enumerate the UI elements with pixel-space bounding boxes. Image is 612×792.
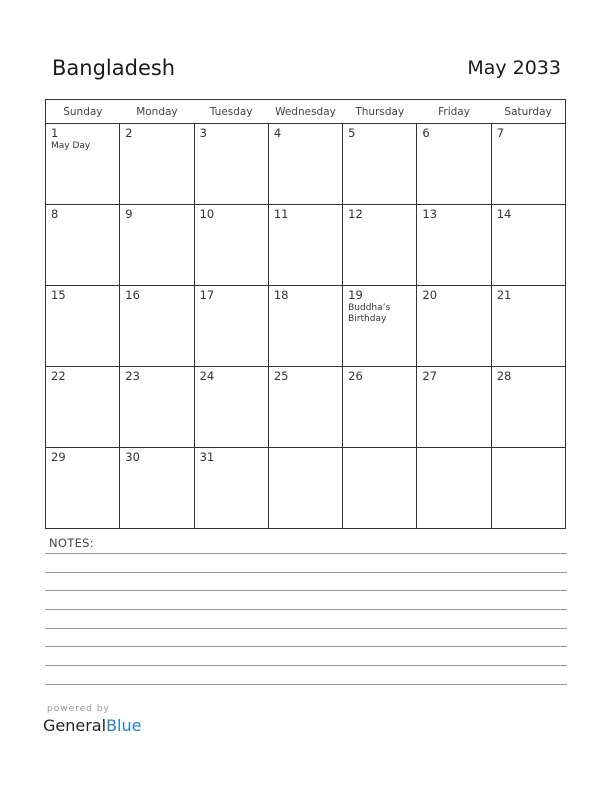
day-cell <box>343 124 417 205</box>
day-cell <box>194 448 268 529</box>
day-number: 14 <box>496 207 512 221</box>
day-cell <box>46 448 120 529</box>
day-number: 12 <box>348 207 363 221</box>
day-number: 18 <box>273 288 289 302</box>
day-cell <box>491 205 565 286</box>
day-cell <box>268 367 342 448</box>
day-number: 10 <box>199 207 215 221</box>
holiday-label: Buddha’s Birthday <box>348 303 391 324</box>
day-number: 11 <box>273 207 289 221</box>
notes-line <box>45 609 567 610</box>
day-cell <box>120 367 194 448</box>
day-cell <box>120 286 194 367</box>
weekday-monday: Monday <box>120 100 194 124</box>
day-cell <box>46 286 120 367</box>
day-cell <box>343 286 417 367</box>
day-number: 6 <box>422 126 430 140</box>
weekday-wednesday: Wednesday <box>268 100 342 124</box>
day-cell <box>491 367 565 448</box>
day-cell <box>491 286 565 367</box>
day-number: 30 <box>125 450 140 464</box>
day-number: 31 <box>199 450 215 464</box>
brand-blue: Blue <box>106 716 142 735</box>
day-cell <box>268 124 342 205</box>
notes-line <box>45 572 567 573</box>
day-cell <box>417 205 491 286</box>
week-row <box>46 367 566 448</box>
day-cell <box>194 286 268 367</box>
day-number: 8 <box>51 207 59 221</box>
day-cell <box>417 367 491 448</box>
generalblue-logo <box>43 716 141 735</box>
day-cell <box>268 286 342 367</box>
day-cell <box>120 124 194 205</box>
notes-label: NOTES: <box>49 536 94 550</box>
day-cell <box>491 124 565 205</box>
day-number: 20 <box>422 288 438 302</box>
day-cell <box>194 205 268 286</box>
notes-line <box>45 590 567 591</box>
powered-by-text: powered by <box>47 704 110 714</box>
weekday-friday: Friday <box>417 100 491 124</box>
week-row <box>46 205 566 286</box>
day-cell-empty <box>343 448 417 529</box>
weekday-tuesday: Tuesday <box>194 100 268 124</box>
day-number: 28 <box>496 369 512 383</box>
day-number: 13 <box>422 207 438 221</box>
day-number: 29 <box>51 450 66 464</box>
brand-general: General <box>43 716 107 735</box>
day-cell <box>120 448 194 529</box>
week-row <box>46 124 566 205</box>
month-year-title: May 2033 <box>467 57 561 79</box>
day-cell-empty <box>268 448 342 529</box>
calendar-grid <box>45 99 566 529</box>
week-row <box>46 286 566 367</box>
day-number: 9 <box>125 207 133 221</box>
day-number: 23 <box>125 369 140 383</box>
day-cell <box>343 367 417 448</box>
day-number: 2 <box>125 126 133 140</box>
day-cell <box>417 286 491 367</box>
day-number: 24 <box>199 369 215 383</box>
notes-line <box>45 646 567 647</box>
day-number: 16 <box>125 288 140 302</box>
notes-line <box>45 684 567 685</box>
day-number: 17 <box>199 288 215 302</box>
day-number: 21 <box>496 288 512 302</box>
day-number: 26 <box>348 369 363 383</box>
day-number: 15 <box>51 288 66 302</box>
country-title: Bangladesh <box>52 56 176 80</box>
day-number: 1 <box>51 126 59 140</box>
week-row <box>46 448 566 529</box>
day-cell-empty <box>491 448 565 529</box>
day-cell <box>343 205 417 286</box>
day-number: 7 <box>496 126 505 140</box>
day-number: 22 <box>51 369 66 383</box>
day-cell <box>46 124 120 205</box>
day-number: 27 <box>422 369 438 383</box>
day-cell-empty <box>417 448 491 529</box>
day-number: 19 <box>348 288 363 302</box>
day-cell <box>46 367 120 448</box>
day-cell <box>417 124 491 205</box>
day-number: 25 <box>273 369 289 383</box>
day-cell <box>268 205 342 286</box>
day-number: 5 <box>348 126 356 140</box>
weekday-header-row <box>46 100 566 124</box>
day-cell <box>194 367 268 448</box>
day-number: 4 <box>273 126 282 140</box>
holiday-label: May Day <box>51 141 91 151</box>
day-cell <box>194 124 268 205</box>
weekday-thursday: Thursday <box>343 100 417 124</box>
notes-line <box>45 665 567 666</box>
notes-line <box>45 628 567 629</box>
day-number: 3 <box>199 126 207 140</box>
day-cell <box>120 205 194 286</box>
weekday-sunday: Sunday <box>46 100 120 124</box>
notes-line <box>45 553 567 554</box>
day-cell <box>46 205 120 286</box>
weekday-saturday: Saturday <box>491 100 565 124</box>
